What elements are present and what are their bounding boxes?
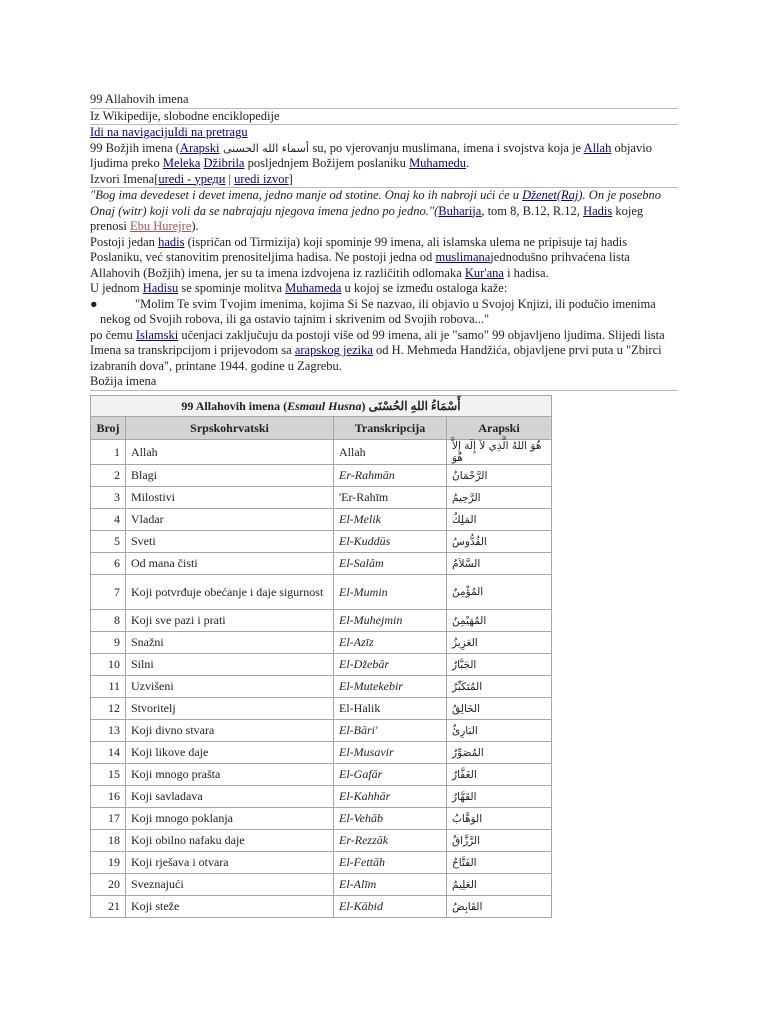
row-srpskohrvatski: Koji divno stvara bbox=[126, 720, 334, 742]
row-transkripcija: 'Er-Rahīm bbox=[334, 487, 447, 509]
row-number: 14 bbox=[91, 742, 126, 764]
row-srpskohrvatski: Sveznajući bbox=[126, 874, 334, 896]
table-row bbox=[91, 509, 552, 531]
row-transkripcija: El-Kuddūs bbox=[334, 531, 447, 553]
row-number: 7 bbox=[91, 575, 126, 610]
row-srpskohrvatski: Silni bbox=[126, 654, 334, 676]
row-transkripcija: El-Bāri' bbox=[334, 720, 447, 742]
row-transkripcija: El-Mutekebir bbox=[334, 676, 447, 698]
row-number: 18 bbox=[91, 830, 126, 852]
row-arapski: الجَبَّارُ bbox=[447, 654, 552, 676]
row-number: 17 bbox=[91, 808, 126, 830]
row-number: 20 bbox=[91, 874, 126, 896]
row-arapski: القَابِضُ bbox=[447, 896, 552, 918]
row-number: 21 bbox=[91, 896, 126, 918]
row-srpskohrvatski: Uzvišeni bbox=[126, 676, 334, 698]
header-transkripcija: Transkripcija bbox=[334, 417, 447, 440]
row-arapski: المُتَكَبِّرُ bbox=[447, 676, 552, 698]
row-transkripcija: El-Alīm bbox=[334, 874, 447, 896]
table-body bbox=[91, 440, 552, 918]
row-number: 6 bbox=[91, 553, 126, 575]
row-transkripcija: El-Gafār bbox=[334, 764, 447, 786]
table-row bbox=[91, 487, 552, 509]
row-arapski: الغَفَّارُ bbox=[447, 764, 552, 786]
hadis-link-2[interactable]: hadis bbox=[158, 234, 185, 249]
row-arapski: المُهَيْمِنُ bbox=[447, 610, 552, 632]
row-srpskohrvatski: Koji steže bbox=[126, 896, 334, 918]
edit-source-link[interactable]: uredi izvor bbox=[234, 171, 289, 186]
row-number: 13 bbox=[91, 720, 126, 742]
row-number: 1 bbox=[91, 440, 126, 465]
row-number: 12 bbox=[91, 698, 126, 720]
row-transkripcija: El-Salām bbox=[334, 553, 447, 575]
row-transkripcija: El-Kahhār bbox=[334, 786, 447, 808]
row-arapski: الخَالِقُ bbox=[447, 698, 552, 720]
page-title: 99 Allahovih imena bbox=[90, 92, 678, 109]
table-row bbox=[91, 575, 552, 610]
row-arapski: هُوَ اللهُ الَّذِي لاَ إِلَهَ إِلاَّ هُوَ bbox=[447, 440, 552, 465]
bullet-icon: ● bbox=[90, 296, 98, 311]
row-srpskohrvatski: Koji savladava bbox=[126, 786, 334, 808]
arapski-link[interactable]: Arapski bbox=[179, 140, 220, 155]
muhameda-link[interactable]: Muhameda bbox=[285, 281, 342, 295]
row-transkripcija: El-Halik bbox=[334, 698, 447, 720]
body-line-7: izabranih dova", printane 1944. godine u Zagrebu. bbox=[90, 358, 342, 373]
row-number: 4 bbox=[91, 509, 126, 531]
quote-line-2: Onaj (witr) koji voli da se nabrajaju njegova imena jedno po jedno."(Buharija, tom 8, B.12, R.12, Hadis kojeg bbox=[90, 203, 644, 218]
table-row bbox=[91, 742, 552, 764]
row-transkripcija: El-Musavir bbox=[334, 742, 447, 764]
row-number: 2 bbox=[91, 465, 126, 487]
row-arapski: العَلِيمُ bbox=[447, 874, 552, 896]
intro-line-1: 99 Božjih imena (Arapski أسماء الله الحسنى su, po vjerovanju muslimana, imena i svojstva koja je Allah objavio bbox=[90, 140, 652, 155]
buharija-link[interactable]: Buharija bbox=[438, 203, 482, 218]
table-row bbox=[91, 698, 552, 720]
row-transkripcija: El-Azīz bbox=[334, 632, 447, 654]
header-broj: Broj bbox=[91, 417, 126, 440]
row-srpskohrvatski: Snažni bbox=[126, 632, 334, 654]
row-number: 5 bbox=[91, 531, 126, 553]
row-srpskohrvatski: Koji mnogo prašta bbox=[126, 764, 334, 786]
quote-line-1: "Bog ima devedeset i devet imena, jedno manje od stotine. Onaj ko ih nabroji ući će u Dženet(Raj). On je posebno bbox=[90, 188, 661, 202]
row-arapski: المَلِكُ bbox=[447, 509, 552, 531]
row-srpskohrvatski: Koji obilno nafaku daje bbox=[126, 830, 334, 852]
body-line-5: po čemu Islamski učenjaci zaključuju da postoji više od 99 imena, ali je "samo" 99 objavljeno ljudima. Slijedi lista bbox=[90, 327, 665, 342]
article bbox=[90, 92, 678, 391]
sources-heading: Izvori Imena[uredi - уреди | uredi izvor] bbox=[90, 172, 678, 189]
quote-line-3: prenosi Ebu Hurejre). bbox=[90, 219, 199, 233]
muhamedu-link[interactable]: Muhamedu bbox=[409, 156, 466, 170]
row-number: 3 bbox=[91, 487, 126, 509]
body-line-2: Poslaniku, već stanovitim prenositeljima hadisa. Ne postoji jedna od muslimanajednodušno prihvaćena lista bbox=[90, 250, 630, 264]
ebu-hurejre-link[interactable]: Ebu Hurejre bbox=[129, 219, 192, 233]
table-row bbox=[91, 531, 552, 553]
row-srpskohrvatski: Koji mnogo poklanja bbox=[126, 808, 334, 830]
meleka-link[interactable]: Meleka bbox=[162, 156, 201, 170]
row-arapski: السَّلاَمُ bbox=[447, 553, 552, 575]
row-arapski: المُؤْمِنُ bbox=[447, 575, 552, 610]
edit-link[interactable]: uredi - уреди bbox=[158, 171, 226, 186]
skip-search-link[interactable]: Idi na pretragu bbox=[174, 125, 248, 139]
raj-link[interactable]: Raj bbox=[561, 188, 579, 202]
row-arapski: العَزِيزُ bbox=[447, 632, 552, 654]
row-srpskohrvatski: Koji sve pazi i prati bbox=[126, 610, 334, 632]
names-table bbox=[90, 395, 552, 918]
table-row bbox=[91, 896, 552, 918]
table-header-row bbox=[91, 417, 552, 440]
row-arapski: الرَّحْمَانُ bbox=[447, 465, 552, 487]
row-arapski: القَهَّارُ bbox=[447, 786, 552, 808]
row-transkripcija: El-Muhejmin bbox=[334, 610, 447, 632]
kurana-link[interactable]: Kur'ana bbox=[464, 265, 504, 280]
row-arapski: المُصَوِّرُ bbox=[447, 742, 552, 764]
row-transkripcija: El-Džebār bbox=[334, 654, 447, 676]
row-arapski: الوَهَّابُ bbox=[447, 808, 552, 830]
islamski-link[interactable]: Islamski bbox=[135, 327, 179, 342]
dzibrila-link[interactable]: Džibrila bbox=[203, 156, 245, 170]
row-transkripcija: El-Melik bbox=[334, 509, 447, 531]
table-row bbox=[91, 465, 552, 487]
row-srpskohrvatski: Koji rješava i otvara bbox=[126, 852, 334, 874]
row-transkripcija: Er-Rezzāk bbox=[334, 830, 447, 852]
row-srpskohrvatski: Vladar bbox=[126, 509, 334, 531]
subtitle: Iz Wikipedije, slobodne enciklopedije bbox=[90, 109, 678, 126]
body-line-4: U jednom Hadisu se spominje molitva Muhameda u kojoj se između ostaloga kaže: bbox=[90, 281, 508, 295]
row-arapski: الرَّحِيمُ bbox=[447, 487, 552, 509]
row-number: 10 bbox=[91, 654, 126, 676]
row-srpskohrvatski: Allah bbox=[126, 440, 334, 465]
row-transkripcija: El-Kābid bbox=[334, 896, 447, 918]
row-srpskohrvatski: Blagi bbox=[126, 465, 334, 487]
table-row bbox=[91, 654, 552, 676]
row-arapski: الرَّزَّاقُ bbox=[447, 830, 552, 852]
row-number: 9 bbox=[91, 632, 126, 654]
table-row bbox=[91, 553, 552, 575]
table-row bbox=[91, 632, 552, 654]
row-srpskohrvatski: Milostivi bbox=[126, 487, 334, 509]
table-row bbox=[91, 830, 552, 852]
row-transkripcija: El-Mumin bbox=[334, 575, 447, 610]
hadis-link[interactable]: Hadis bbox=[583, 203, 613, 218]
row-srpskohrvatski: Sveti bbox=[126, 531, 334, 553]
row-arapski: القُدُّوسُ bbox=[447, 531, 552, 553]
row-arapski: الفَتَّاحُ bbox=[447, 852, 552, 874]
row-srpskohrvatski: Koji potvrđuje obećanje i daje sigurnost bbox=[126, 575, 334, 610]
row-transkripcija: Er-Rahmān bbox=[334, 465, 447, 487]
row-number: 19 bbox=[91, 852, 126, 874]
table-row bbox=[91, 764, 552, 786]
section-heading: Božija imena bbox=[90, 374, 678, 391]
table-row bbox=[91, 852, 552, 874]
table-row bbox=[91, 808, 552, 830]
row-transkripcija: Allah bbox=[334, 440, 447, 465]
dzenet-link[interactable]: Dženet bbox=[522, 188, 557, 202]
body-line-1: Postoji jedan hadis (ispričan od Tirmizija) koji spominje 99 imena, ali islamska ulema ne pripisuje taj hadis bbox=[90, 234, 628, 249]
row-arapski: البَارِئُ bbox=[447, 720, 552, 742]
row-number: 16 bbox=[91, 786, 126, 808]
row-number: 8 bbox=[91, 610, 126, 632]
table-row bbox=[91, 440, 552, 465]
arapskog-jezika-link[interactable]: arapskog jezika bbox=[294, 343, 373, 357]
body-line-3: Allahovih (Božjih) imena, jer su ta imena izdvojena iz različitih odlomaka Kur'ana i hadisa. bbox=[90, 265, 549, 280]
hadisu-link[interactable]: Hadisu bbox=[142, 281, 179, 295]
bullet-quote: ● "Molim Te svim Tvojim imenima, kojima Si Se nazvao, ili objavio u Svojoj Knjizi, ili podučio imenima nekog od Svojih robova, ili ga ostavio tajnim i skrivenim od Svojih robova..." bbox=[90, 296, 656, 326]
body-line-6: Imena sa transkripcijom i prijevodom sa arapskog jezika od H. Mehmeda Handžića, objavljene prvi puta u "Zbirci bbox=[90, 343, 662, 357]
table-row bbox=[91, 874, 552, 896]
row-srpskohrvatski: Od mana čisti bbox=[126, 553, 334, 575]
table-row bbox=[91, 676, 552, 698]
table-row bbox=[91, 610, 552, 632]
row-transkripcija: El-Vehāb bbox=[334, 808, 447, 830]
table-row bbox=[91, 786, 552, 808]
header-arapski: Arapski bbox=[447, 417, 552, 440]
row-transkripcija: El-Fettāh bbox=[334, 852, 447, 874]
row-number: 11 bbox=[91, 676, 126, 698]
muslimana-link[interactable]: muslimana bbox=[435, 250, 491, 264]
row-srpskohrvatski: Stvoritelj bbox=[126, 698, 334, 720]
skip-links bbox=[90, 125, 678, 141]
allah-link[interactable]: Allah bbox=[583, 140, 612, 155]
intro-line-2: ljudima preko Meleka Džibrila posljednjem Božijem poslaniku Muhamedu. bbox=[90, 156, 470, 170]
row-srpskohrvatski: Koji likove daje bbox=[126, 742, 334, 764]
row-number: 15 bbox=[91, 764, 126, 786]
header-srpskohrvatski: Srpskohrvatski bbox=[126, 417, 334, 440]
names-table-wrap bbox=[90, 395, 552, 918]
table-caption: 99 Allahovih imena (Esmaul Husna) أَسْمَاءُ اللهِ الحُسْنَى bbox=[90, 395, 552, 416]
skip-nav-link[interactable]: Idi na navigaciju bbox=[90, 125, 174, 139]
table-row bbox=[91, 720, 552, 742]
